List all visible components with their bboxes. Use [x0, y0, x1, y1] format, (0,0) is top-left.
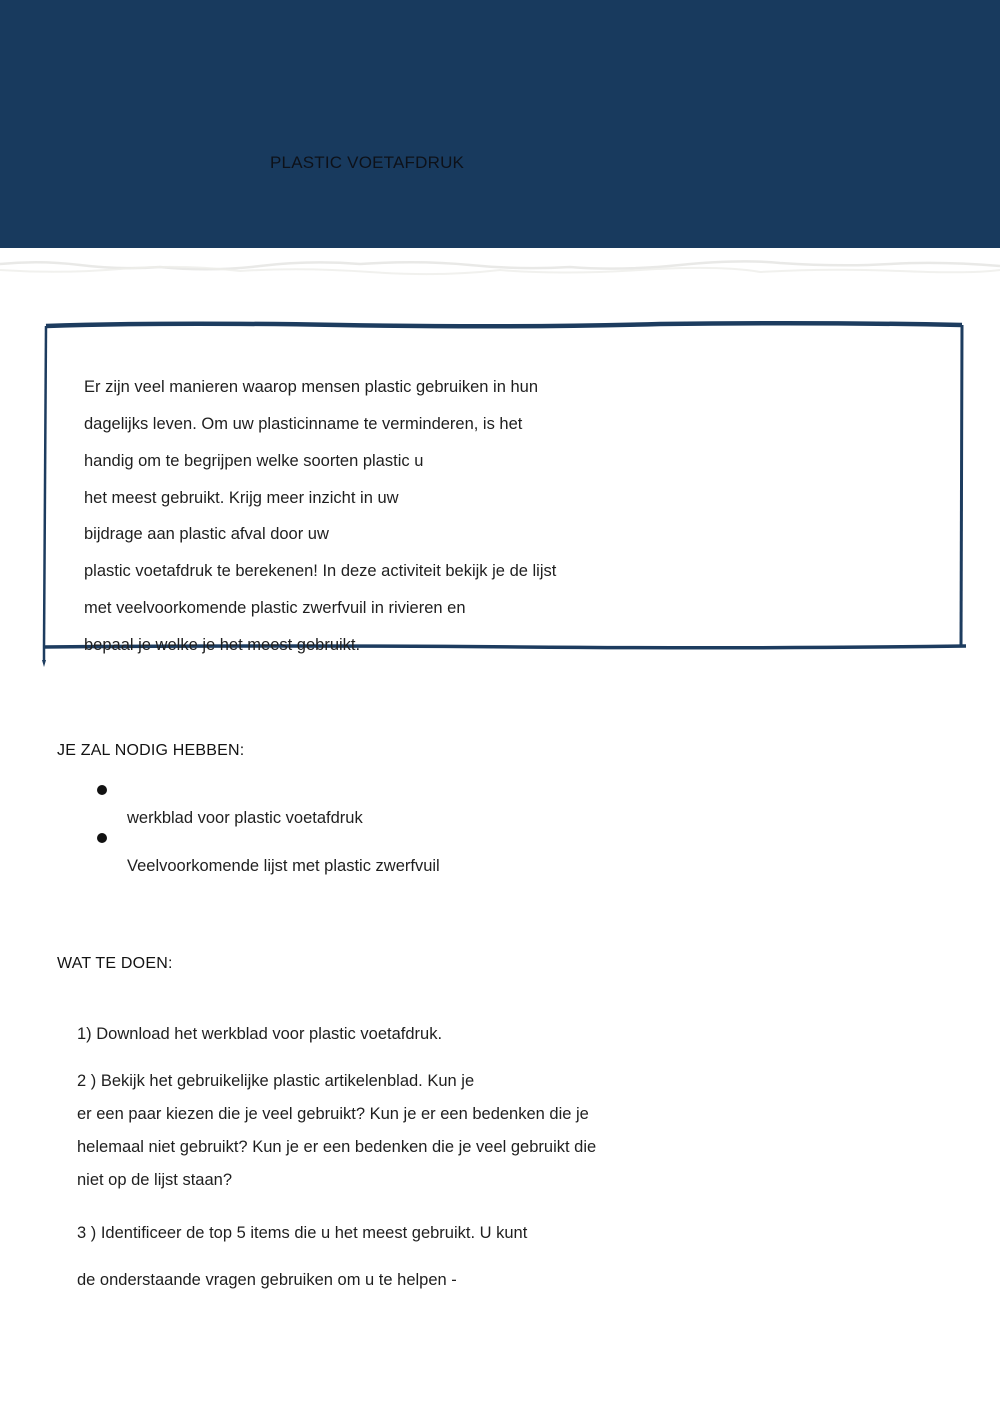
intro-line: bijdrage aan plastic afval door uw — [84, 525, 329, 544]
intro-line: plastic voetafdruk te berekenen! In deze activiteit bekijk je de lijst — [84, 562, 557, 581]
intro-line: dagelijks leven. Om uw plasticinname te verminderen, is het — [84, 414, 523, 433]
header-band — [0, 0, 1000, 248]
todo-step-1: 1) Download het werkblad voor plastic voetafdruk. — [77, 1025, 443, 1043]
todo-step-line: helemaal niet gebruikt? Kun je er een bedenken die je veel gebruikt die — [77, 1138, 597, 1156]
needs-list-item: werkblad voor plastic voetafdruk — [127, 809, 363, 827]
todo-step-line: er een paar kiezen die je veel gebruikt? Kun je er een bedenken die je — [77, 1105, 589, 1123]
todo-step-line: niet op de lijst staan? — [77, 1171, 233, 1189]
torn-paper-edge-decoration — [0, 254, 1000, 284]
page-title: PLASTIC VOETAFDRUK — [270, 153, 465, 172]
todo-section-heading: WAT TE DOEN: — [57, 955, 173, 972]
needs-list-item: Veelvoorkomende lijst met plastic zwerfvuil — [127, 857, 440, 875]
needs-section-heading: JE ZAL NODIG HEBBEN: — [57, 742, 245, 759]
intro-line: Er zijn veel manieren waarop mensen plastic gebruiken in hun — [84, 378, 538, 396]
intro-line: handig om te begrijpen welke soorten plastic u — [84, 451, 424, 470]
bullet-dot-icon — [97, 785, 107, 795]
todo-step-3: 3 ) Identificeer de top 5 items die u het meest gebruikt. U kunt — [77, 1224, 528, 1242]
bullet-dot-icon — [97, 833, 107, 843]
intro-line: met veelvoorkomende plastic zwerfvuil in rivieren en — [84, 599, 466, 618]
intro-paragraph — [84, 369, 924, 664]
todo-step-3-continued: de onderstaande vragen gebruiken om u te helpen - — [77, 1271, 457, 1289]
todo-step-line: 2 ) Bekijk het gebruikelijke plastic artikelenblad. Kun je — [77, 1072, 475, 1090]
intro-line: het meest gebruikt. Krijg meer inzicht in uw — [84, 488, 399, 507]
todo-step-2 — [77, 1065, 596, 1197]
intro-line: bepaal je welke je het meest gebruikt. — [84, 635, 361, 654]
